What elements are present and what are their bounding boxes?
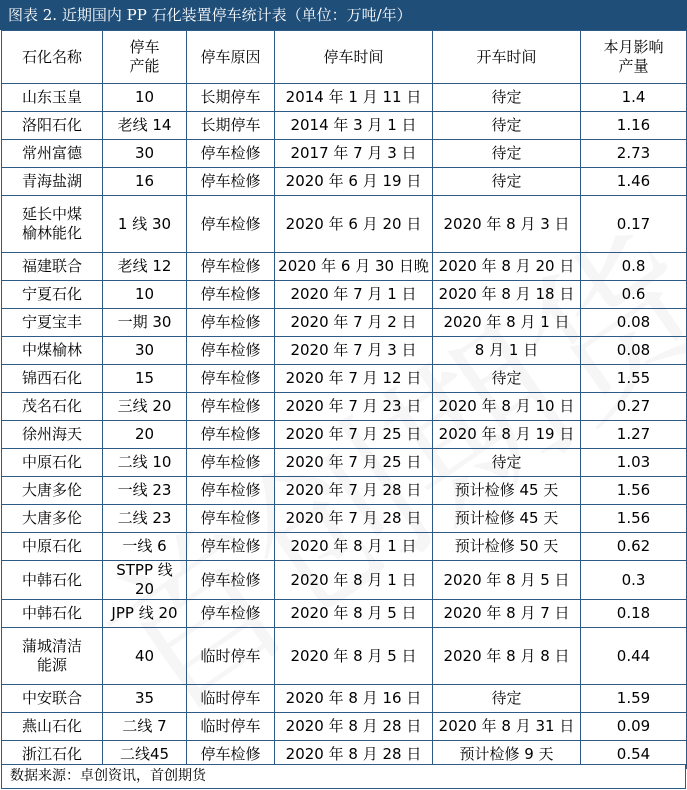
table-cell: 2020 年 7 月 23 日 [275, 393, 433, 421]
table-cell: 二线 23 [103, 505, 187, 533]
table-cell: 2020 年 6 月 19 日 [275, 168, 433, 196]
table-cell: 2020 年 8 月 20 日 [433, 253, 581, 281]
table-cell: 15 [103, 365, 187, 393]
table-cell: 40 [103, 628, 187, 685]
table-cell: 青海盐湖 [2, 168, 103, 196]
table-cell: 2020 年 7 月 28 日 [275, 505, 433, 533]
table-cell: 2.73 [581, 140, 687, 168]
table-row [2, 477, 687, 505]
table-cell: 蒲城清洁 能源 [2, 628, 103, 685]
table-cell: 1.27 [581, 421, 687, 449]
table-row [2, 196, 687, 253]
table-cell: 2020 年 8 月 16 日 [275, 685, 433, 713]
table-cell: 0.54 [581, 741, 687, 769]
table-cell: 长期停车 [187, 84, 275, 112]
table-cell: 2020 年 7 月 3 日 [275, 337, 433, 365]
table-cell: 停车检修 [187, 309, 275, 337]
table-row [2, 253, 687, 281]
table-cell: 待定 [433, 168, 581, 196]
table-row [2, 337, 687, 365]
table-row [2, 140, 687, 168]
table-cell: 宁夏石化 [2, 281, 103, 309]
table-cell: JPP 线 20 [103, 600, 187, 628]
column-header: 停车时间 [275, 31, 433, 84]
table-row [2, 533, 687, 561]
table-cell: 待定 [433, 84, 581, 112]
table-cell: 停车检修 [187, 741, 275, 769]
table-cell: 待定 [433, 685, 581, 713]
table-cell: 临时停车 [187, 628, 275, 685]
table-cell: 中韩石化 [2, 600, 103, 628]
table-cell: 老线 12 [103, 253, 187, 281]
table-cell: 停车检修 [187, 281, 275, 309]
table-cell: 洛阳石化 [2, 112, 103, 140]
table-cell: 预计检修 50 天 [433, 533, 581, 561]
column-header: 开车时间 [433, 31, 581, 84]
shutdown-table [1, 30, 687, 769]
table-cell: 2020 年 8 月 5 日 [275, 600, 433, 628]
table-cell: 二线 10 [103, 449, 187, 477]
table-cell: 0.08 [581, 309, 687, 337]
table-cell: 浙江石化 [2, 741, 103, 769]
table-cell: 2020 年 8 月 7 日 [433, 600, 581, 628]
table-cell: 2020 年 8 月 3 日 [433, 196, 581, 253]
table-cell: 30 [103, 337, 187, 365]
table-cell: 2020 年 7 月 2 日 [275, 309, 433, 337]
table-cell: 燕山石化 [2, 713, 103, 741]
table-cell: 30 [103, 140, 187, 168]
table-cell: 中韩石化 [2, 561, 103, 600]
table-cell: 中原石化 [2, 533, 103, 561]
table-cell: 临时停车 [187, 713, 275, 741]
table-cell: 锦西石化 [2, 365, 103, 393]
table-cell: 长期停车 [187, 112, 275, 140]
table-cell: 一线 23 [103, 477, 187, 505]
table-cell: 10 [103, 281, 187, 309]
table-row [2, 628, 687, 685]
figure-title: 图表 2. 近期国内 PP 石化装置停车统计表（单位：万吨/年） [0, 0, 687, 30]
table-cell: 三线 20 [103, 393, 187, 421]
table-cell: 2020 年 7 月 25 日 [275, 421, 433, 449]
table-cell: 停车检修 [187, 561, 275, 600]
table-cell: 中原石化 [2, 449, 103, 477]
table-cell: 2020 年 8 月 31 日 [433, 713, 581, 741]
table-cell: 2020 年 8 月 1 日 [433, 309, 581, 337]
table-cell: 2020 年 8 月 28 日 [275, 713, 433, 741]
table-cell: 1.46 [581, 168, 687, 196]
table-cell: 0.44 [581, 628, 687, 685]
table-cell: 1.56 [581, 477, 687, 505]
table-cell: 二线45 [103, 741, 187, 769]
table-cell: 2020 年 8 月 5 日 [433, 561, 581, 600]
table-row [2, 421, 687, 449]
table-cell: 0.8 [581, 253, 687, 281]
table-cell: 一线 6 [103, 533, 187, 561]
table-cell: 0.09 [581, 713, 687, 741]
table-cell: 2020 年 8 月 18 日 [433, 281, 581, 309]
table-cell: 2020 年 8 月 28 日 [275, 741, 433, 769]
table-cell: 2020 年 6 月 20 日 [275, 196, 433, 253]
table-cell: 停车检修 [187, 168, 275, 196]
table-row [2, 84, 687, 112]
table-cell: 8 月 1 日 [433, 337, 581, 365]
table-cell: 0.17 [581, 196, 687, 253]
table-cell: 2017 年 7 月 3 日 [275, 140, 433, 168]
table-cell: 停车检修 [187, 505, 275, 533]
table-cell: 停车检修 [187, 393, 275, 421]
table-cell: 临时停车 [187, 685, 275, 713]
table-cell: 一期 30 [103, 309, 187, 337]
table-cell: 大唐多伦 [2, 505, 103, 533]
table-row [2, 393, 687, 421]
table-cell: 1.56 [581, 505, 687, 533]
table-cell: 1.16 [581, 112, 687, 140]
table-cell: 2020 年 8 月 10 日 [433, 393, 581, 421]
table-cell: 2014 年 1 月 11 日 [275, 84, 433, 112]
table-cell: 1.55 [581, 365, 687, 393]
table-cell: 中煤榆林 [2, 337, 103, 365]
table-cell: 徐州海天 [2, 421, 103, 449]
table-cell: 0.18 [581, 600, 687, 628]
table-cell: 35 [103, 685, 187, 713]
table-cell: 2020 年 8 月 5 日 [275, 628, 433, 685]
table-cell: 0.62 [581, 533, 687, 561]
column-header: 停车 产能 [103, 31, 187, 84]
table-row [2, 112, 687, 140]
table-cell: 0.6 [581, 281, 687, 309]
table-cell: 老线 14 [103, 112, 187, 140]
table-cell: 2020 年 8 月 1 日 [275, 533, 433, 561]
table-cell: 1.03 [581, 449, 687, 477]
table-cell: 二线 7 [103, 713, 187, 741]
table-cell: 2020 年 8 月 8 日 [433, 628, 581, 685]
data-source-note: 数据来源：卓创资讯，首创期货 [1, 764, 686, 789]
table-cell: 预计检修 45 天 [433, 505, 581, 533]
table-cell: 停车检修 [187, 477, 275, 505]
table-cell: 待定 [433, 449, 581, 477]
table-row [2, 561, 687, 600]
table-body [2, 84, 687, 769]
table-cell: 1 线 30 [103, 196, 187, 253]
table-cell: 停车检修 [187, 140, 275, 168]
table-cell: 2020 年 8 月 1 日 [275, 561, 433, 600]
table-cell: 预计检修 45 天 [433, 477, 581, 505]
table-row [2, 365, 687, 393]
table-cell: 山东玉皇 [2, 84, 103, 112]
table-cell: 停车检修 [187, 196, 275, 253]
column-header: 石化名称 [2, 31, 103, 84]
table-row [2, 449, 687, 477]
table-row [2, 685, 687, 713]
table-cell: 待定 [433, 112, 581, 140]
column-header: 停车原因 [187, 31, 275, 84]
table-cell: 待定 [433, 140, 581, 168]
table-cell: 0.3 [581, 561, 687, 600]
table-cell: 停车检修 [187, 365, 275, 393]
table-cell: 待定 [433, 365, 581, 393]
table-cell: 停车检修 [187, 337, 275, 365]
table-cell: 停车检修 [187, 421, 275, 449]
table-cell: 大唐多伦 [2, 477, 103, 505]
table-cell: 停车检修 [187, 253, 275, 281]
table-cell: 2020 年 7 月 28 日 [275, 477, 433, 505]
column-header: 本月影响 产量 [581, 31, 687, 84]
table-row [2, 281, 687, 309]
table-row [2, 168, 687, 196]
table-cell: 2020 年 6 月 30 日晚 [275, 253, 433, 281]
table-cell: 中安联合 [2, 685, 103, 713]
table-row [2, 309, 687, 337]
table-cell: 常州富德 [2, 140, 103, 168]
table-cell: 2020 年 7 月 25 日 [275, 449, 433, 477]
table-cell: 1.59 [581, 685, 687, 713]
table-cell: 0.27 [581, 393, 687, 421]
table-cell: 2020 年 7 月 1 日 [275, 281, 433, 309]
table-row [2, 600, 687, 628]
table-cell: 福建联合 [2, 253, 103, 281]
table-cell: STPP 线 20 [103, 561, 187, 600]
table-cell: 停车检修 [187, 600, 275, 628]
header-row [2, 31, 687, 84]
table-cell: 延长中煤 榆林能化 [2, 196, 103, 253]
table-cell: 预计检修 9 天 [433, 741, 581, 769]
table-cell: 0.08 [581, 337, 687, 365]
table-cell: 宁夏宝丰 [2, 309, 103, 337]
table-cell: 1.4 [581, 84, 687, 112]
table-cell: 停车检修 [187, 533, 275, 561]
table-cell: 停车检修 [187, 449, 275, 477]
table-cell: 2020 年 7 月 12 日 [275, 365, 433, 393]
table-cell: 2020 年 8 月 19 日 [433, 421, 581, 449]
table-cell: 10 [103, 84, 187, 112]
table-row [2, 713, 687, 741]
table-cell: 茂名石化 [2, 393, 103, 421]
table-cell: 16 [103, 168, 187, 196]
table-cell: 20 [103, 421, 187, 449]
table-cell: 2014 年 3 月 1 日 [275, 112, 433, 140]
table-row [2, 505, 687, 533]
